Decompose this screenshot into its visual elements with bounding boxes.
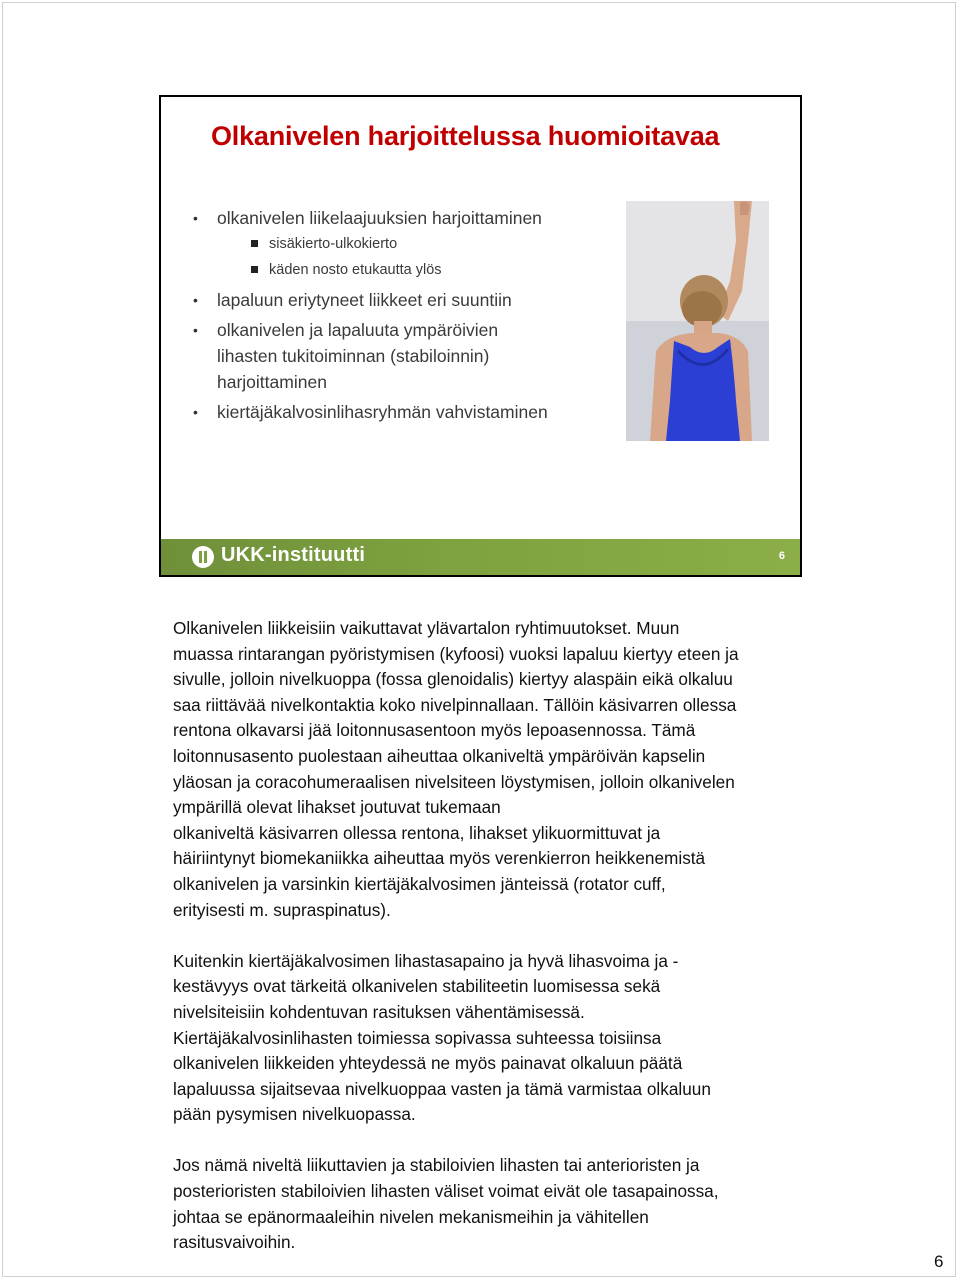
paragraph bbox=[173, 616, 833, 923]
sub-bullet-item bbox=[217, 257, 611, 283]
bullet-item bbox=[191, 205, 611, 283]
exercise-photo-illustration bbox=[626, 201, 769, 441]
bullet-dot-icon: • bbox=[193, 322, 198, 338]
bullet-item bbox=[191, 317, 611, 395]
text-line: muassa rintarangan pyöristymisen (kyfoosi) vuoksi lapaluu kiertyy eteen ja bbox=[173, 643, 739, 664]
text-line: pään pysymisen nivelkuopassa. bbox=[173, 1104, 416, 1125]
bullet-item bbox=[191, 287, 611, 313]
paragraph bbox=[173, 949, 833, 1128]
text-line: kestävyys ovat tärkeitä olkanivelen stabiliteetin luomisessa sekä bbox=[173, 976, 661, 997]
text-line: häiriintynyt biomekaniikka aiheuttaa myös verenkierron heikkenemistä bbox=[173, 848, 706, 869]
text-line: loitonnusasento puolestaan aiheuttaa olkaniveltä ympäröivän kapselin bbox=[173, 745, 706, 766]
text-line: rentona olkavarsi jää loitonnusasentoon myös lepoasennossa. Tämä bbox=[173, 720, 696, 741]
sub-bullet-text: käden nosto etukautta ylös bbox=[269, 262, 442, 278]
ukk-logo-icon bbox=[191, 545, 215, 569]
bullet-text: olkanivelen liikelaajuuksien harjoittaminen bbox=[217, 208, 542, 228]
bullet-text: lapaluun eriytyneet liikkeet eri suuntiin bbox=[217, 290, 512, 310]
notes-text bbox=[173, 616, 833, 1281]
sub-bullet-text: sisäkierto-ulkokierto bbox=[269, 236, 398, 252]
text-line: sivulle, jolloin nivelkuoppa (fossa glenoidalis) kiertyy alaspäin eikä olkaluu bbox=[173, 669, 733, 690]
text-line: saa riittävää nivelkontaktia koko nivelpinnallaan. Tällöin käsivarren ollessa bbox=[173, 694, 737, 715]
sub-bullet-item bbox=[217, 231, 611, 257]
exercise-photo bbox=[626, 201, 769, 441]
text-line: lapaluussa sijaitsevaa nivelkuoppaa vasten ja tämä varmistaa olkaluun bbox=[173, 1078, 711, 1099]
bullet-dot-icon: • bbox=[193, 292, 198, 308]
slide-footer-bar bbox=[161, 539, 800, 575]
sub-bullet-list bbox=[217, 231, 611, 283]
bullet-text-line: harjoittaminen bbox=[217, 372, 327, 392]
bullet-text: kiertäjäkalvosinlihasryhmän vahvistaminen bbox=[217, 402, 548, 422]
bullet-text-line: lihasten tukitoiminnan (stabiloinnin) bbox=[217, 346, 490, 366]
slide-number: 6 bbox=[778, 550, 785, 562]
square-bullet-icon bbox=[251, 266, 258, 273]
slide-bullet-list bbox=[191, 205, 611, 429]
text-line: nivelsiteisiin kohdentuvan rasituksen vähentämisessä. bbox=[173, 1001, 585, 1022]
bullet-item bbox=[191, 399, 611, 425]
logo-text: UKK-instituutti bbox=[221, 544, 366, 566]
text-line: posterioristen stabiloivien lihasten väliset voimat eivät ole tasapainossa, bbox=[173, 1181, 719, 1202]
square-bullet-icon bbox=[251, 240, 258, 247]
text-line: yläosan ja coracohumeraalisen nivelsiteen löystymisen, jolloin olkanivelen bbox=[173, 771, 735, 792]
paragraph bbox=[173, 1153, 833, 1255]
slide-thumbnail bbox=[159, 95, 802, 577]
text-line: rasitusvaivoihin. bbox=[173, 1232, 296, 1253]
text-line: Kuitenkin kiertäjäkalvosimen lihastasapaino ja hyvä lihasvoima ja - bbox=[173, 950, 679, 971]
text-line: olkanivelen ja varsinkin kiertäjäkalvosimen jänteissä (rotator cuff, bbox=[173, 873, 666, 894]
text-line: olkaniveltä käsivarren ollessa rentona, lihakset ylikuormittuvat ja bbox=[173, 822, 661, 843]
text-line: Kiertäjäkalvosinlihasten toimiessa sopivassa suhteessa toisiinsa bbox=[173, 1027, 662, 1048]
bullet-text-line: olkanivelen ja lapaluuta ympäröivien bbox=[217, 320, 499, 340]
page-number: 6 bbox=[934, 1252, 944, 1271]
text-line: ympärillä olevat lihakset joutuvat tukemaan bbox=[173, 797, 501, 818]
bullet-dot-icon: • bbox=[193, 210, 198, 226]
bullet-dot-icon: • bbox=[193, 404, 198, 420]
text-line: erityisesti m. supraspinatus). bbox=[173, 899, 391, 920]
text-line: Jos nämä niveltä liikuttavien ja stabiloivien lihasten tai anterioristen ja bbox=[173, 1155, 700, 1176]
text-line: olkanivelen liikkeiden yhteydessä ne myös painavat olkaluun päätä bbox=[173, 1053, 683, 1074]
slide-title: Olkanivelen harjoittelussa huomioitavaa bbox=[211, 121, 720, 151]
text-line: johtaa se epänormaaleihin nivelen mekanismeihin ja vähitellen bbox=[173, 1206, 649, 1227]
text-line: Olkanivelen liikkeisiin vaikuttavat ylävartalon ryhtimuutokset. Muun bbox=[173, 618, 680, 638]
